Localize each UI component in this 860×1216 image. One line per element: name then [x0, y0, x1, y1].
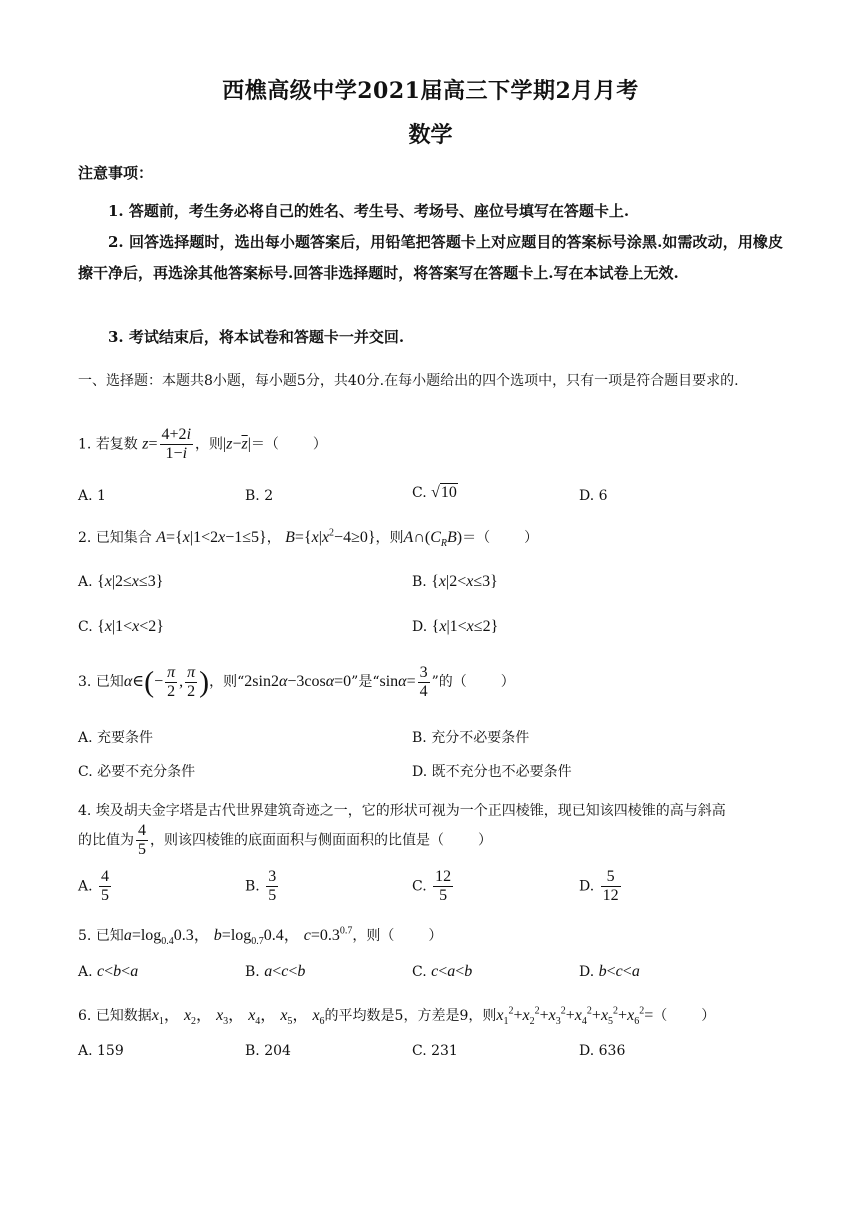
q6-option-a: A. 159	[78, 1043, 124, 1059]
q1-option-d: D. 6	[579, 488, 608, 504]
q3-interval: α∈(− $\frac{\pi}{2}$ , $\frac{\pi}{2}$ )	[123, 664, 210, 700]
q2-option-c: C. {x|1<x<2}	[78, 618, 164, 635]
q1-fraction: $\frac{4+2i}{1-i}$	[161, 426, 192, 462]
q2-option-b: B. {x|2<x≤3}	[412, 573, 498, 590]
notice-item-3: 3. 考试结束后，将本试卷和答题卡一并交回.	[108, 328, 405, 346]
q3-conclusion: sinα= $\frac{3}{4}$	[379, 664, 428, 700]
q6-sum-squares: $x_1^2+x_2^2+x_3^2+x_4^2+x_5^2+x_6^2=$	[496, 1005, 654, 1028]
q4-option-d: D. $\frac{5}{12}$	[579, 868, 619, 904]
question-3: 3. 已知α∈(− $\frac{\pi}{2}$ , $\frac{\pi}{2}$ )，则“2sin2α−3cosα=0”是“sinα= $\frac{3}{4}$ ”的（ ）	[78, 664, 515, 700]
q1-option-b: B. 2	[245, 488, 274, 504]
q1-option-c: C. √10	[412, 484, 457, 501]
question-4: 4. 埃及胡夫金字塔是古代世界建筑奇迹之一，它的形状可视为一个正四棱锥，现已知该四棱锥的高与斜高	[78, 803, 726, 819]
question-5: 5. 已知$a=\log_{0.4}0.3$， $b=\log_{0.7}0.4$， $c=0.3^{0.7}$，则（ ）	[78, 925, 443, 948]
question-2: 2. 已知集合 A={x|1<2x−1≤5}， $B=\{x|x^2-4\ge 0\}$，则$A\cap(C_RB)=$（ ）	[78, 527, 539, 550]
q4-ratio: $\frac{4}{5}$	[138, 822, 146, 858]
exam-title: 西樵高级中学2021届高三下学期2月月考	[222, 78, 639, 104]
q3-option-a: A. 充要条件	[78, 730, 154, 746]
notice-item-1: 1. 答题前，考生务必将自己的姓名、考生号、考场号、座位号填写在答题卡上.	[108, 202, 630, 220]
q1-expression: $|z-\overline{z}|$	[223, 435, 251, 453]
q6-option-c: C. 231	[412, 1043, 458, 1059]
q2-set-a: A={x|1<2x−1≤5}	[156, 529, 267, 546]
q4-option-b: B. $\frac{3}{5}$	[245, 868, 277, 904]
q4-option-c: C. $\frac{12}{5}$	[412, 868, 452, 904]
notice-item-2: 2. 回答选择题时，选出每小题答案后，用铅笔把答题卡上对应题目的答案标号涂黑.如需改动，用橡皮擦干净后，再选涂其他答案标号.回答非选择题时，将答案写在答题卡上.写在本试卷上无效.	[78, 233, 783, 282]
q1-option-a: A. 1	[78, 488, 106, 504]
q6-data-list: $x_1$， $x_2$， $x_3$， $x_4$， $x_5$， $x_6$	[151, 1007, 325, 1028]
q2-option-a: A. {x|2≤x≤3}	[78, 573, 164, 590]
q2-option-d: D. {x|1<x≤2}	[412, 618, 499, 635]
q2-expression: $A\cap(C_RB)$	[403, 529, 463, 550]
exam-subject: 数学	[408, 122, 453, 148]
q3-option-c: C. 必要不充分条件	[78, 764, 196, 780]
notice-heading: 注意事项：	[78, 164, 154, 182]
question-6: 6. 已知数据$x_1$， $x_2$， $x_3$， $x_4$， $x_5$， $x_6$的平均数是5，方差是9，则$x_1^2+x_2^2+x_3^2+x_4^2+x_5^2+x_6^2=$（ ）	[78, 1005, 716, 1028]
q5-values: $a=\log_{0.4}0.3$， $b=\log_{0.7}0.4$， $c=0.3^{0.7}$	[123, 925, 353, 948]
q4-option-a: A. $\frac{4}{5}$	[78, 868, 110, 904]
q5-option-c: C. c<a<b	[412, 963, 473, 980]
q6-option-d: D. 636	[579, 1043, 626, 1059]
section-heading: 一、选择题：本题共8小题，每小题5分，共40分.在每小题给出的四个选项中，只有一项是符合题目要求的.	[78, 373, 739, 389]
q5-option-d: D. b<c<a	[579, 963, 640, 980]
question-4-line-2: 的比值为 $\frac{4}{5}$ ，则该四棱锥的底面面积与侧面面积的比值是（ ）	[78, 822, 492, 858]
q3-condition: 2sin2α−3cosα=0	[244, 673, 352, 691]
q2-set-b: $B=\{x|x^2-4\ge 0\}$	[285, 527, 376, 546]
question-1: 1. 若复数 z= $\frac{4+2i}{1-i}$ ，则$|z-\overline{z}|=$（ ）	[78, 426, 327, 462]
q3-option-b: B. 充分不必要条件	[412, 730, 530, 746]
q5-option-a: A. c<b<a	[78, 963, 139, 980]
q3-option-d: D. 既不充分也不必要条件	[412, 764, 572, 780]
q5-option-b: B. a<c<b	[245, 963, 306, 980]
q1-formula: z	[142, 435, 149, 453]
q6-option-b: B. 204	[245, 1043, 291, 1059]
